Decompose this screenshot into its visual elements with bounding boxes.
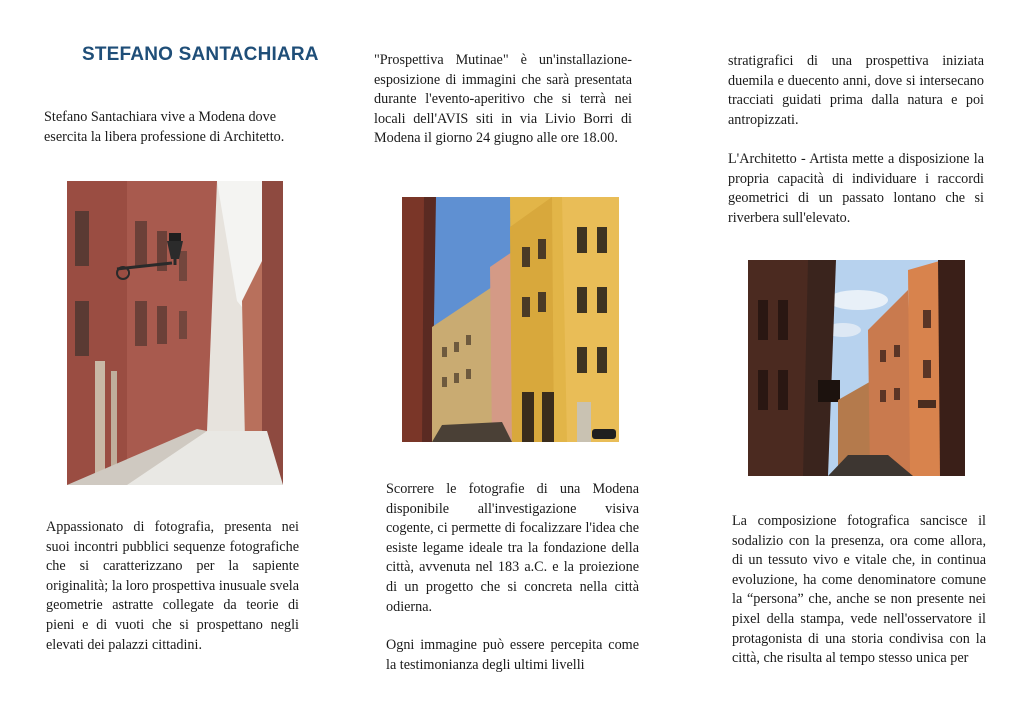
stratigrafici-paragraph: stratigrafici di una prospettiva iniziata duemila e duecento anni, dove si intersecano tracciati guidati prima dalla natura e poi antropizzati. [728,53,984,128]
composizione-paragraph: La composizione fotografica sancisce il sodalizio con la presenza, ora come allora, di un tessuto vivo e vitale che, in continua evoluzione, ha come denominatore comune la “persona” che, anche se non presente nei pixel della stampa, vede nell'osservatore il protagonista di una storia condivisa con la città, che risulta al tempo stesso unica per [732,513,986,667]
architetto-paragraph: L'Architetto - Artista mette a disposizione la propria capacità di individuare i raccordi geometrici di un passato lontano che si riverbera sull'elevato. [728,151,984,226]
prospettiva-paragraph: "Prospettiva Mutinae" è un'installazione-esposizione di immagini che sarà presentata durante l'evento-aperitivo che si terrà nei locali dell'AVIS siti in via Livio Borri di Modena il giorno 24 giugno alle ore 18.00. [374,52,632,147]
street-photo-yellow [402,197,619,442]
scorrere-paragraph: Scorrere le fotografie di una Modena disponibile all'investigazione visiva cogente, ci permette di focalizzare l'idea che esiste legame ideale tra la fondazione della città, avvenuta nel 183 a.C. e la proiezione di un progetto che si concreta nella città odierna. [386,481,639,615]
intro-paragraph: Stefano Santachiara vive a Modena dove esercita la libera professione di Architetto. [44,109,285,145]
street-photo-alley [748,260,965,476]
passion-paragraph: Appassionato di fotografia, presenta nei suoi incontri pubblici sequenze fotografiche che si caratterizzano per la sapiente originalità; la loro prospettiva inusuale svela geometrie astratte collegate da teorie di pieni e di vuoti che si prospettano negli elevati dei palazzi cittadini. [46,519,299,653]
author-heading: STEFANO SANTACHIARA [82,44,319,65]
ogni-paragraph: Ogni immagine può essere percepita come la testimonianza degli ultimi livelli [386,637,639,673]
street-photo-lamp [67,181,283,485]
